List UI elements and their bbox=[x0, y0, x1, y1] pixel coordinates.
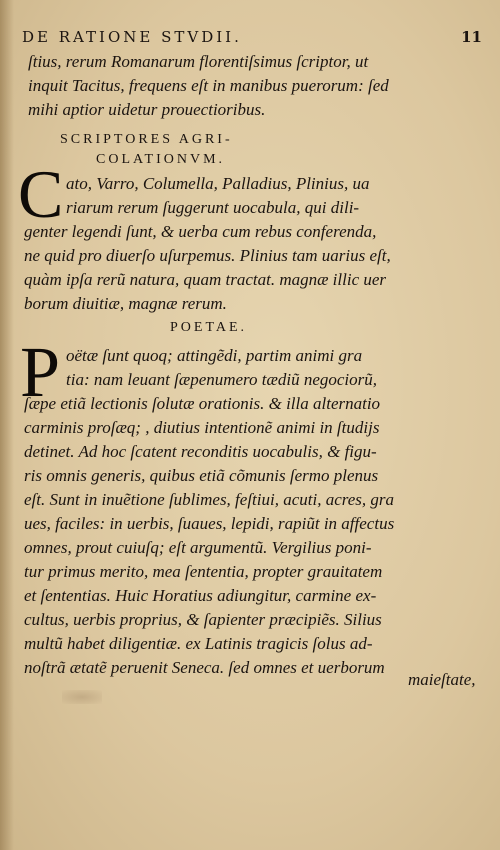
text-line: inquit Tacitus, frequens eſt in manibus puerorum: ſed bbox=[28, 76, 389, 95]
drop-cap-p: P bbox=[20, 332, 61, 412]
text-line: borum diuitiæ, magnæ rerum. bbox=[24, 294, 227, 313]
text-line: tia: nam leuant ſæpenumero tædiũ negociorũ, bbox=[66, 370, 378, 389]
text-line: detinet. Ad hoc ſcatent reconditis uocabulis, & figu- bbox=[24, 442, 377, 461]
text-line: carminis proſæq; , diutius intentionẽ animi in ſtudijs bbox=[24, 418, 380, 437]
text-line: quàm ipſa rerũ natura, quam tractat. magnæ illic uer bbox=[24, 270, 387, 289]
text-line: mihi aptior uidetur prouectioribus. bbox=[28, 100, 266, 119]
section-heading-poets: POETAE. bbox=[170, 320, 248, 335]
page-number: 11 bbox=[461, 28, 482, 46]
page-gutter-shadow bbox=[0, 0, 14, 850]
text-line: ne quid pro diuerſo uſurpemus. Plinius tam uarius eſt, bbox=[24, 246, 391, 265]
text-line: ſæpe etiã lectionis ſolutæ orationis. & illa alternatio bbox=[24, 394, 381, 413]
text-line: tur primus merito, mea ſententia, propter grauitatem bbox=[24, 562, 383, 581]
text-line: cultus, uerbis proprius, & ſapienter præcipiẽs. Silius bbox=[24, 610, 382, 629]
text-line: ſtius, rerum Romanarum florentiſsimus ſcriptor, ut bbox=[28, 52, 369, 71]
text-line: ues, faciles: in uerbis, ſuaues, lepidi, rapiũt in affectus bbox=[24, 514, 395, 533]
running-header bbox=[22, 28, 482, 46]
text-line: multũ habet diligentiæ. ex Latinis tragicis ſolus ad- bbox=[24, 634, 373, 653]
section-heading-agriculture-line2: COLATIONVM. bbox=[96, 152, 226, 167]
text-line: ato, Varro, Columella, Palladius, Plinius, ua bbox=[66, 174, 370, 193]
catchword: maieſtate, bbox=[408, 670, 476, 689]
running-title: DE RATIONE STVDII. bbox=[22, 28, 242, 46]
section-heading-agriculture-line1: SCRIPTORES AGRI- bbox=[60, 132, 233, 147]
text-line: omnes, prout cuiuſq; eſt argumentũ. Vergilius poni- bbox=[24, 538, 372, 557]
text-line: oëtæ ſunt quoq; attingẽdi, partim animi gra bbox=[66, 346, 363, 365]
paper-stain bbox=[62, 690, 102, 704]
drop-cap-c: C bbox=[18, 156, 64, 232]
text-line: eſt. Sunt in inuẽtione ſublimes, feſtiui, acuti, acres, gra bbox=[24, 490, 395, 509]
text-line: et ſententias. Huic Horatius adiungitur, carmine ex- bbox=[24, 586, 377, 605]
text-line: ris omnis generis, quibus etiã cõmunis ſermo plenus bbox=[24, 466, 379, 485]
text-line: riarum rerum ſuggerunt uocabula, qui dili- bbox=[66, 198, 360, 217]
text-line: genter legendi ſunt, & uerba cum rebus conferenda, bbox=[24, 222, 377, 241]
text-line: noſtrã ætatẽ peruenit Seneca. ſed omnes et uerborum bbox=[24, 658, 385, 677]
